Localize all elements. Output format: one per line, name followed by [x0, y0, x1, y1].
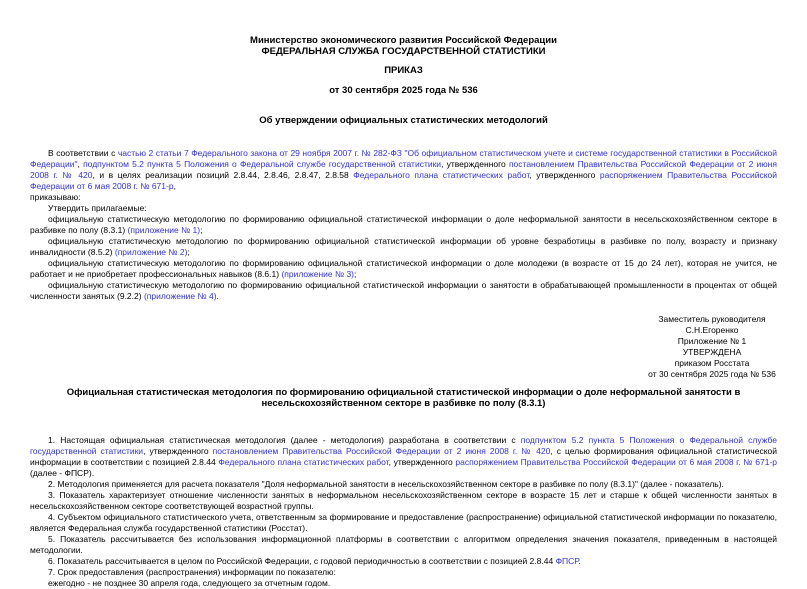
methodology-paragraph-5: 5. Показатель рассчитывается без использования информационной платформы в соответствии с алгоритмом определения значения показателя, приведенным в настоящей методологии.	[30, 534, 777, 555]
document-body	[30, 148, 777, 589]
order-item-4	[30, 280, 777, 302]
approval-word: УТВЕРЖДЕНА	[682, 347, 742, 357]
preamble-paragraph	[30, 148, 777, 192]
link-annex-4[interactable]: (приложение № 4)	[143, 291, 217, 301]
methodology-paragraph-1	[30, 435, 777, 479]
methodology-title: Официальная статистическая методология по формированию официальной статистической информации о доле неформальной занятости в несельскохозяйственном секторе в разбивке по полу (8.3.1)	[66, 387, 741, 409]
link-annex-1[interactable]: (приложение № 1)	[127, 225, 201, 235]
order-item-2	[30, 236, 777, 258]
document-type: ПРИКАЗ	[384, 65, 423, 76]
methodology-paragraph-8: ежегодно - не позднее 30 апреля года, следующего за отчетным годом.	[48, 578, 331, 588]
methodology-paragraph-4: 4. Субъектом официального статистического учета, ответственным за формирование и предоставление (распространение) официальной статистической информации по показателю, является Федеральная служба государственной статистики (Росстат).	[30, 512, 777, 533]
text-segment: ;	[354, 269, 357, 279]
signer-name: С.Н.Егоренко	[685, 325, 739, 335]
link-regulation-clause-5-2[interactable]: подпунктом 5.2 пункта 5 Положения о Федеральной службе государственной статистики	[83, 159, 442, 169]
ministry-name: Министерство экономического развития Российской Федерации	[250, 35, 557, 46]
text-segment: , утвержденного	[441, 159, 509, 169]
document-date-number: от 30 сентября 2025 года № 536	[329, 85, 478, 96]
decree-word: приказываю:	[30, 192, 81, 202]
text-segment: официальную статистическую методологию по формированию официальной статистической информации о доле неформальной занятости в несельскохозяйственном секторе в разбивке по полу (8.3.1)	[30, 214, 777, 235]
signature-approval-block	[647, 314, 777, 380]
link-government-order-671-r[interactable]: распоряжением Правительства Российской Федерации от 6 мая 2008 г. № 671-р	[455, 457, 777, 467]
text-segment: 6. Показатель рассчитывается в целом по Российской Федерации, с годовой периодичностью в соответствии с позицией 2.8.44	[48, 556, 556, 566]
text-segment: ,	[77, 159, 84, 169]
text-segment: официальную статистическую методологию по формированию официальной статистической информации об уровне безработицы в разбивке по полу, возрасту и признаку инвалидности (8.5.2)	[30, 236, 777, 257]
order-item-1	[30, 214, 777, 236]
text-segment: ;	[200, 225, 203, 235]
methodology-paragraph-6	[30, 556, 777, 567]
link-government-resolution-420[interactable]: постановлением Правительства Российской Федерации от 2 июня 2008 г. № 420	[212, 446, 551, 456]
methodology-body	[30, 435, 777, 589]
text-segment: ;	[187, 247, 190, 257]
text-segment: , утвержденного	[388, 457, 456, 467]
link-federal-statistical-plan[interactable]: Федерального плана статистических работ	[218, 457, 389, 467]
text-segment: официальную статистическую методологию по формированию официальной статистической информации о доле молодежи (в возрасте от 15 до 24 лет), которая не учится, не работает и не приобретает профессиональных навыков (8.6.1)	[30, 258, 777, 279]
text-segment: ,	[173, 181, 176, 191]
agency-name: ФЕДЕРАЛЬНАЯ СЛУЖБА ГОСУДАРСТВЕННОЙ СТАТИСТИКИ	[261, 46, 546, 57]
link-federal-statistical-plan[interactable]: Федерального плана статистических работ	[353, 170, 530, 180]
methodology-paragraph-2: 2. Методология применяется для расчета показателя "Доля неформальной занятости в несельскохозяйственном секторе в разбивке по полу (8.3.1)" (далее - показатель).	[48, 479, 724, 489]
methodology-paragraph-3: 3. Показатель характеризует отношение численности занятых в неформальном несельскохозяйственном секторе в возрасте 15 лет и старше к общей численности занятых в несельскохозяйственном секторе соответствующей возрастной группы.	[30, 490, 777, 511]
methodology-paragraph-7: 7. Срок предоставления (распространения) информации по показателю:	[48, 567, 336, 577]
text-segment: , утвержденного	[143, 446, 213, 456]
text-segment: 1. Настоящая официальная статистическая методология (далее - методология) разработана в соответствии с	[48, 435, 521, 445]
approval-by: приказом Росстата	[674, 358, 750, 368]
text-segment: В соответствии с	[48, 148, 118, 158]
text-segment: , и в целях реализации позиций 2.8.44, 2.8.46, 2.8.47, 2.8.58	[92, 170, 354, 180]
text-segment: .	[578, 556, 581, 566]
annex-label: Приложение № 1	[677, 336, 747, 346]
link-regulation-clause-5-2[interactable]: подпунктом 5.2 пункта 5 Положения о Федеральной службе государственной статистики	[30, 435, 778, 456]
link-federal-law-282-fz[interactable]: частью 2 статьи 7 Федерального закона от 29 ноября 2007 г. № 282-ФЗ "Об официальном статистическом учете и системе государственной статистики в Российской Федерации"	[30, 148, 777, 169]
approval-stamp	[647, 347, 777, 380]
text-segment: , утвержденного	[529, 170, 600, 180]
approve-line: Утвердить прилагаемые:	[48, 203, 147, 213]
link-government-order-671-r[interactable]: распоряжением Правительства Российской Федерации от 6 мая 2008 г. № 671-р	[30, 170, 777, 191]
text-segment: (далее - ФПСР).	[30, 468, 95, 478]
order-item-3	[30, 258, 777, 280]
document-subject: Об утверждении официальных статистических методологий	[259, 115, 548, 126]
approval-date: от 30 сентября 2025 года № 536	[648, 369, 776, 379]
text-segment: , с целью формирования официальной статистической информации в соответствии с позицией 2.8.44	[30, 446, 777, 467]
link-annex-2[interactable]: (приложение № 2)	[114, 247, 188, 257]
link-annex-3[interactable]: (приложение № 3)	[281, 269, 355, 279]
text-segment: официальную статистическую методологию по формированию официальной статистической информации о занятости в обрабатывающей промышленности в процентах от общей численности занятых (9.2.2)	[30, 280, 777, 301]
signer-position: Заместитель руководителя	[658, 314, 766, 324]
link-fpsr[interactable]: ФПСР	[555, 556, 579, 566]
link-government-resolution-420[interactable]: постановлением Правительства Российской Федерации от 2 июня 2008 г. № 420	[30, 159, 777, 180]
text-segment: .	[216, 291, 219, 301]
document-header	[30, 35, 777, 126]
